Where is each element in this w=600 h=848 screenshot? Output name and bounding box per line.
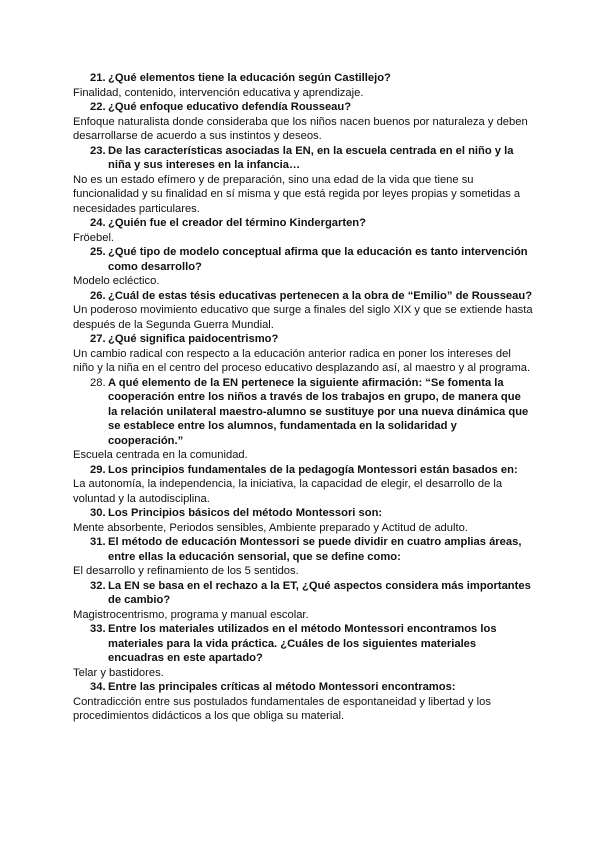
question-26 bbox=[90, 289, 533, 304]
answer-25: Modelo ecléctico. bbox=[73, 275, 160, 287]
answer-21: Finalidad, contenido, intervención educativa y aprendizaje. bbox=[73, 86, 364, 99]
question-number: 33. bbox=[90, 623, 106, 635]
question-number: 29. bbox=[90, 463, 106, 476]
question-30 bbox=[90, 506, 533, 521]
question-29 bbox=[90, 463, 533, 478]
question-text: ¿Qué elementos tiene la educación según Castillejo? bbox=[108, 72, 391, 84]
question-34 bbox=[90, 680, 533, 695]
question-22 bbox=[90, 100, 533, 115]
question-32 bbox=[90, 579, 533, 608]
question-text: ¿Qué tipo de modelo conceptual afirma que la educación es tanto intervención como desarrollo? bbox=[108, 246, 528, 273]
answer-27: Un cambio radical con respecto a la educación anterior radica en poner los intereses del niño y la niña en el centro del proceso educativo desplazando así, al maestro y al programa. bbox=[73, 347, 531, 374]
answer-22: Enfoque naturalista donde consideraba que los niños nacen buenos por naturaleza y deben desarrollarse de acuerdo a sus instintos y deseos. bbox=[73, 115, 528, 142]
question-text: Los Principios básicos del método Montessori son: bbox=[108, 507, 383, 519]
question-number: 23. bbox=[90, 144, 106, 157]
question-text: ¿Qué enfoque educativo defendía Rousseau? bbox=[108, 101, 352, 113]
question-text: ¿Cuál de estas tésis educativas pertenecen a la obra de “Emilio” de Rousseau? bbox=[108, 289, 533, 302]
question-21 bbox=[90, 71, 533, 86]
question-number: 22. bbox=[90, 101, 106, 113]
question-27 bbox=[90, 332, 533, 347]
qa-list bbox=[73, 71, 533, 724]
question-number: 32. bbox=[90, 579, 106, 592]
question-31 bbox=[90, 535, 533, 564]
question-text: Entre los materiales utilizados en el método Montessori encontramos los materiales para la vida práctica. ¿Cuáles de los siguientes materiales encuadras en este apartado? bbox=[108, 623, 497, 664]
answer-30: Mente absorbente, Periodos sensibles, Ambiente preparado y Actitud de adulto. bbox=[73, 521, 468, 534]
answer-34: Contradicción entre sus postulados fundamentales de espontaneidad y libertad y los procedimientos didácticos a los que obliga su material. bbox=[73, 695, 491, 722]
question-number: 24. bbox=[90, 217, 106, 229]
question-25 bbox=[90, 245, 533, 274]
question-text: El método de educación Montessori se puede dividir en cuatro amplias áreas, entre ellas la educación sensorial, que se define como: bbox=[108, 536, 522, 563]
question-number: 34. bbox=[90, 681, 106, 693]
question-number: 31. bbox=[90, 536, 106, 548]
question-number: 21. bbox=[90, 72, 106, 84]
answer-24: Fröebel. bbox=[73, 231, 115, 244]
answer-23: No es un estado efímero y de preparación, sino una edad de la vida que tiene su funcionalidad y su finalidad en sí misma y que está regida por leyes propias y sometidas a necesidades particulares. bbox=[73, 173, 521, 215]
question-number: 28. bbox=[90, 376, 106, 389]
question-text: Entre las principales críticas al método Montessori encontramos: bbox=[108, 681, 456, 693]
question-number: 25. bbox=[90, 246, 106, 258]
question-text: De las características asociadas la EN, en la escuela centrada en el niño y la niña y sus intereses en la infancia… bbox=[108, 144, 514, 171]
answer-26: Un poderoso movimiento educativo que surge a finales del siglo XIX y que se extiende hasta después de la Segunda Guerra Mundial. bbox=[73, 304, 533, 331]
question-number: 26. bbox=[90, 289, 106, 302]
question-text: Los principios fundamentales de la pedagogía Montessori están basados en: bbox=[108, 463, 518, 476]
question-28 bbox=[90, 376, 533, 449]
answer-31: El desarrollo y refinamiento de los 5 sentidos. bbox=[73, 565, 299, 577]
answer-28: Escuela centrada en la comunidad. bbox=[73, 449, 248, 461]
answer-29: La autonomía, la independencia, la iniciativa, la capacidad de elegir, el desarrollo de la voluntad y la autodisciplina. bbox=[73, 478, 503, 505]
answer-33: Telar y bastidores. bbox=[73, 666, 164, 679]
question-33 bbox=[90, 622, 533, 666]
answer-32: Magistrocentrismo, programa y manual escolar. bbox=[73, 608, 309, 621]
question-text: ¿Quién fue el creador del término Kindergarten? bbox=[108, 217, 366, 229]
question-24 bbox=[90, 216, 533, 231]
question-23 bbox=[90, 144, 533, 173]
question-number: 27. bbox=[90, 333, 106, 345]
question-number: 30. bbox=[90, 507, 106, 519]
question-text: A qué elemento de la EN pertenece la siguiente afirmación: “Se fomenta la cooperación entre los niños a través de los trabajos en grupo, de manera que la relación unilateral maestro-alumno se sustituye por una nueva dinámica que se establece entre los alumnos, fundamentada en la solidaridad y cooperación.” bbox=[108, 376, 529, 447]
question-text: ¿Qué significa paidocentrismo? bbox=[108, 333, 279, 345]
question-text: La EN se basa en el rechazo a la ET, ¿Qué aspectos considera más importantes de cambio? bbox=[108, 579, 531, 606]
